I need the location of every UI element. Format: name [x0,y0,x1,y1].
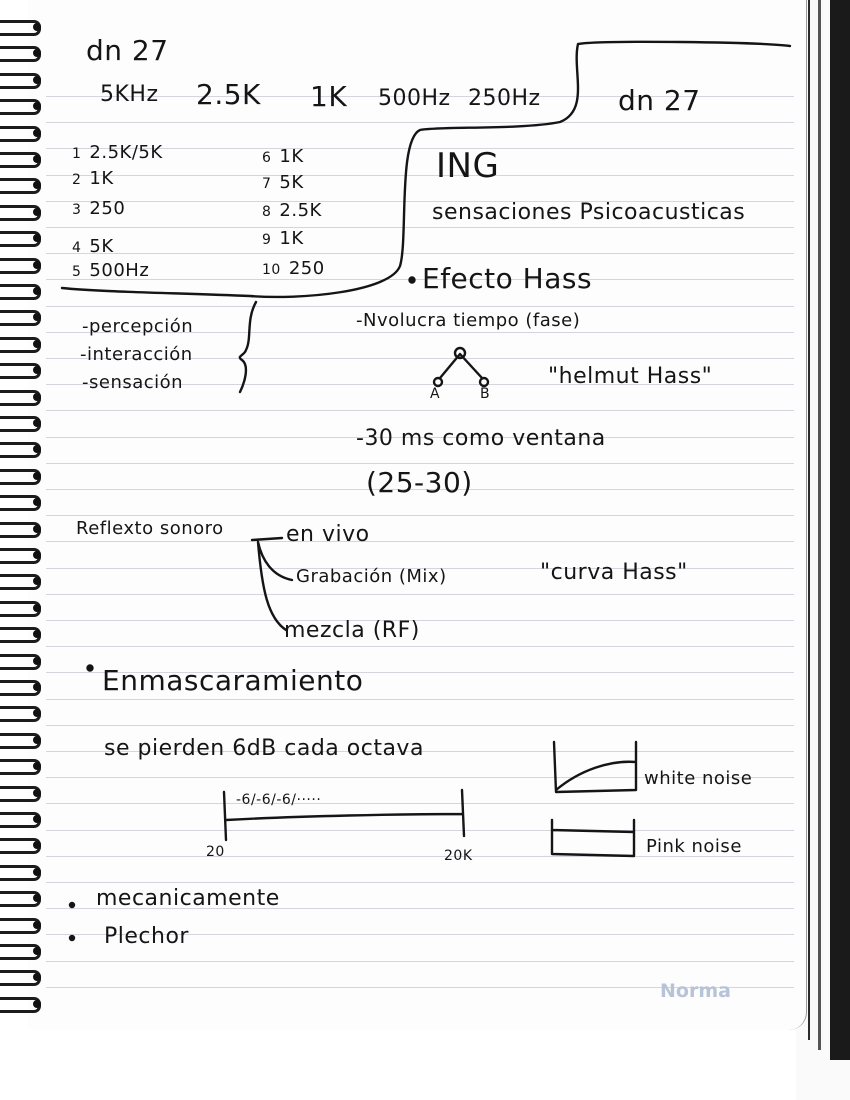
bullet-plechor: Plechor [104,924,189,949]
item-number: 10 [262,262,281,278]
date-left: dn 27 [86,34,169,67]
effect-title: Efecto Hass [422,262,593,295]
subheading: sensaciones Psicoacusticas [432,200,746,225]
axis-end: 20K [444,848,473,864]
white-noise-label: white noise [644,768,753,789]
item-value: 2.5K [279,200,322,221]
item-number: 1 [72,146,82,162]
numbered-item [72,198,125,219]
bullet-masking [88,666,93,671]
item-number: 3 [72,202,82,218]
reflection-branch: Grabación (Mix) [296,566,447,587]
freq-250hz: 250Hz [468,86,541,111]
item-number: 4 [72,240,82,256]
numbered-item [262,172,304,193]
item-value: 1K [279,228,304,249]
reflection-branch: en vivo [286,522,370,547]
freq-2-5k: 2.5K [196,78,261,111]
item-value: 2.5K/5K [89,142,163,163]
item-value: 1K [279,146,304,167]
item-value: 5K [89,236,114,257]
item-value: 250 [89,198,126,219]
freq-5k: 5KHz [100,82,159,107]
masking-note: se pierden 6dB cada octava [104,736,424,761]
item-value: 5K [279,172,304,193]
bullet-effect [410,278,415,283]
numbered-item [262,146,304,167]
numbered-item [262,228,304,249]
effect-note: -Nvolucra tiempo (fase) [356,310,581,331]
white-noise-graph [554,742,636,792]
reflection-label: Reflexto sonoro [76,518,224,539]
numbered-item [262,258,325,279]
speaker-a [434,378,442,386]
freq-1k: 1K [310,80,348,113]
numbered-item [72,260,149,281]
perception-item: -percepción [82,316,194,337]
perception-brace [240,302,256,392]
item-number: 9 [262,232,272,248]
diagram-label-a: A [430,386,441,402]
octave-labels: -6/-6/-6/····· [236,792,322,808]
pink-noise-graph [552,820,634,856]
item-number: 2 [72,172,82,188]
diagram-label-b: B [480,386,491,402]
pink-noise-label: Pink noise [646,836,742,857]
item-number: 6 [262,150,272,166]
item-number: 5 [72,264,82,280]
freq-500hz: 500Hz [378,86,451,111]
reflection-branch: mezcla (RF) [284,618,420,643]
item-number: 7 [262,176,272,192]
reflection-tree [252,538,292,630]
numbered-item [72,142,163,163]
item-value: 1K [89,168,114,189]
bullet-mec [70,903,74,907]
masking-title: Enmascaramiento [102,664,364,697]
heading-ing: ING [436,146,500,186]
quote-curva: "curva Hass" [540,560,688,585]
item-value: 500Hz [89,260,150,281]
bullet-mecanicamente: mecanicamente [96,886,280,911]
axis-start: 20 [206,844,225,860]
date-right: dn 27 [618,84,701,117]
numbered-item [72,168,114,189]
item-number: 8 [262,204,272,220]
bullet-plechor [70,936,74,940]
numbered-item [72,236,114,257]
item-value: 250 [288,258,325,279]
brand-logo: Norma [660,980,731,1002]
perception-item: -interacción [80,344,193,365]
quote-helmut: "helmut Hass" [548,364,713,389]
perception-item: -sensación [82,372,184,393]
window-note: -30 ms como ventana [356,426,606,451]
numbered-item [262,200,322,221]
window-range: (25-30) [366,466,473,499]
speaker-b [480,378,488,386]
header-box-outline [62,42,790,297]
